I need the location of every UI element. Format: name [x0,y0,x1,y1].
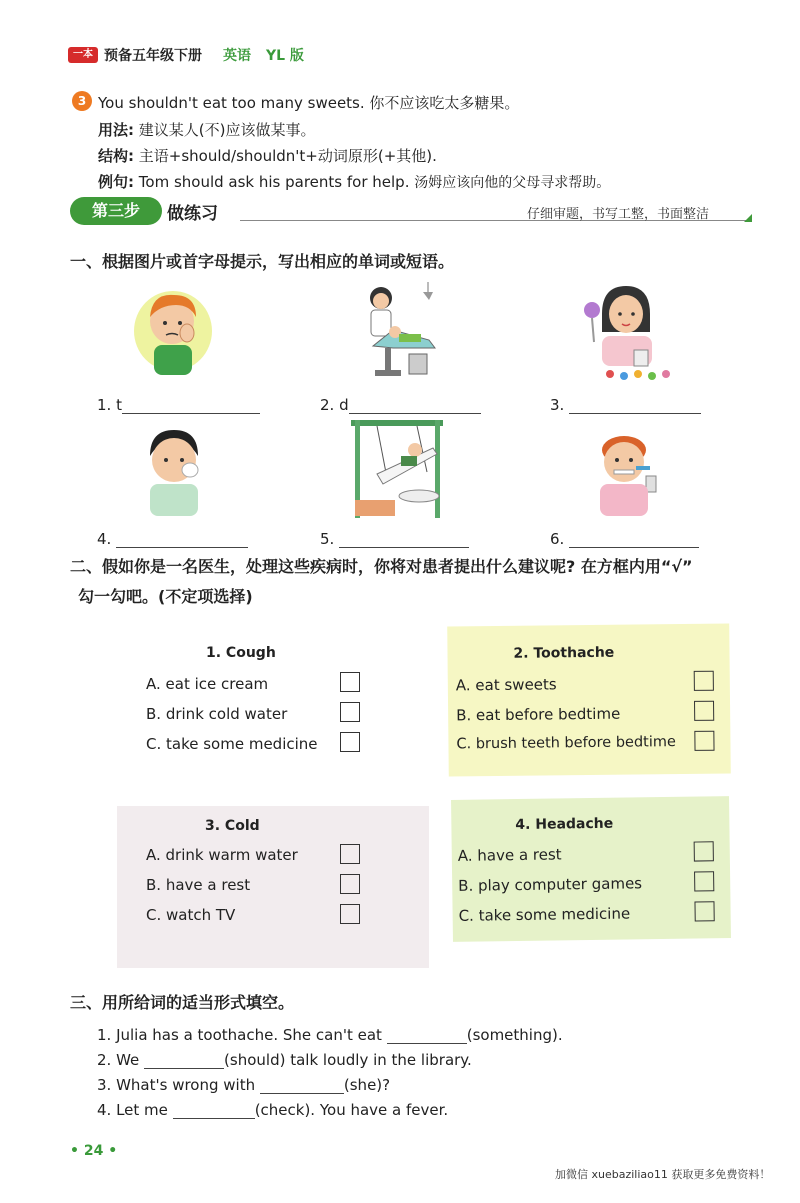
panel-headache-title: 4. Headache [515,815,614,834]
cold-option-c: C. watch TV [146,906,236,924]
cough-checkbox-b[interactable] [340,702,360,722]
boy-with-toothache-illustration [132,287,214,382]
panel-headache [451,796,731,942]
toothache-option-a: A. eat sweets [455,675,557,695]
s1-q3 [550,396,701,414]
dentist-illustration [353,282,445,382]
boy-brushing-teeth-illustration [588,428,664,518]
panel-cough-title: 1. Cough [206,645,276,661]
boy-with-cold-illustration [136,426,214,518]
panel-toothache-title: 2. Toothache [513,644,615,662]
s1-q5-answer-line[interactable] [339,532,469,548]
s1-q2 [320,396,481,414]
headache-checkbox-b[interactable] [694,871,714,891]
step-tip: 仔细审题，书写工整，书面整洁 [527,207,710,222]
usage-text: 建议某人(不)应该做某事。 [138,121,316,139]
cold-checkbox-c[interactable] [340,904,360,924]
point-sentence [98,92,519,113]
s3-q3-before: 3. What's wrong with [97,1076,256,1094]
book-subject: 英语 [223,48,251,64]
toothache-checkbox-a[interactable] [694,671,714,691]
s1-q2-label: 2. d [320,396,349,414]
example-line [98,171,610,192]
headache-checkbox-c[interactable] [694,901,714,921]
page-number-text: 24 [83,1143,104,1159]
s1-q3-answer-line[interactable] [569,398,701,414]
book-title: 预备五年级下册 [104,48,202,64]
s3-q4-before: 4. Let me [97,1101,168,1119]
page-number [70,1143,117,1159]
corner-triangle-icon [744,214,752,222]
section1-title: 一、根据图片或首字母提示，写出相应的单词或短语。 [70,252,455,271]
panel-cold-title: 3. Cold [205,818,260,834]
footer-note: 加微信 xuebaziliao11 获取更多免费资料！ [555,1168,771,1181]
s3-q3-blank[interactable] [260,1078,344,1094]
section2-title-line2: 勾一勾吧。(不定项选择) [78,587,253,606]
section2-title-line1: 二、假如你是一名医生，处理这些疾病时，你将对患者提出什么建议呢? 在方框内用“√” [70,557,693,576]
s3-q2-before: 2. We [97,1051,140,1069]
s1-q4-label: 4. [97,530,112,548]
page-dot-right-icon: • [108,1143,118,1159]
s1-q6 [550,530,699,548]
brand-logo: 一本 [68,47,98,63]
toothache-option-c: C. brush teeth before bedtime [456,734,676,753]
example-label: 例句: [98,173,134,191]
cough-option-c: C. take some medicine [146,735,318,753]
cold-option-b: B. have a rest [146,876,251,894]
example-cn: 汤姆应该向他的父母寻求帮助。 [414,175,611,191]
s1-q4 [97,530,248,548]
s3-q4-blank[interactable] [173,1103,255,1119]
section3-title: 三、用所给词的适当形式填空。 [70,993,295,1012]
example-en: Tom should ask his parents for help. [138,173,410,191]
s3-q2 [97,1051,472,1069]
headache-option-c: C. take some medicine [458,904,631,925]
s1-q4-answer-line[interactable] [116,532,248,548]
usage-label: 用法: [98,121,134,139]
s1-q6-answer-line[interactable] [569,532,699,548]
panel-toothache [447,624,731,777]
s3-q4 [97,1101,448,1119]
headache-option-a: A. have a rest [457,845,562,865]
s3-q3 [97,1076,390,1094]
headache-checkbox-a[interactable] [694,841,714,861]
panel-cough [122,625,427,775]
s3-q1 [97,1026,563,1044]
cold-checkbox-b[interactable] [340,874,360,894]
book-edition: YL 版 [266,48,304,64]
point-number-badge: 3 [72,91,92,111]
s3-q4-after: (check). You have a fever. [254,1101,449,1119]
structure-line [98,145,437,166]
s3-q1-after: (something). [466,1026,563,1044]
s1-q1-answer-line[interactable] [122,398,260,414]
panel-cold [117,806,429,968]
toothache-option-b: B. eat before bedtime [456,704,621,725]
step-title: 做练习 [167,204,218,224]
point-sentence-cn: 你不应该吃太多糖果。 [369,94,520,112]
s1-q3-label: 3. [550,396,565,414]
usage-line [98,119,316,140]
toothache-checkbox-b[interactable] [694,701,714,721]
s3-q2-after: (should) talk loudly in the library. [224,1051,472,1069]
s3-q2-blank[interactable] [144,1053,224,1069]
cough-checkbox-a[interactable] [340,672,360,692]
point-sentence-en: You shouldn't eat too many sweets. [98,94,365,112]
s1-q5-label: 5. [320,530,335,548]
s1-q6-label: 6. [550,530,565,548]
page-dot-left-icon: • [70,1143,79,1159]
s1-q1-label: 1. t [97,396,122,414]
structure-text: 主语+should/shouldn't+动词原形(+其他). [138,147,437,165]
cold-checkbox-a[interactable] [340,844,360,864]
s3-q1-before: 1. Julia has a toothache. She can't eat [97,1026,382,1044]
step-badge: 第三步 [70,197,162,225]
cough-checkbox-c[interactable] [340,732,360,752]
s1-q5 [320,530,469,548]
s1-q1 [97,396,260,414]
structure-label: 结构: [98,147,134,165]
girl-eating-sweets-illustration [580,280,680,382]
s1-q2-answer-line[interactable] [349,398,481,414]
cough-option-a: A. eat ice cream [146,675,269,693]
s3-q3-after: (she)? [343,1076,391,1094]
cough-option-b: B. drink cold water [146,705,288,723]
headache-option-b: B. play computer games [458,874,643,895]
s3-q1-blank[interactable] [387,1028,467,1044]
boy-on-swing-illustration [347,418,447,520]
toothache-checkbox-c[interactable] [694,731,714,751]
cold-option-a: A. drink warm water [146,846,298,864]
